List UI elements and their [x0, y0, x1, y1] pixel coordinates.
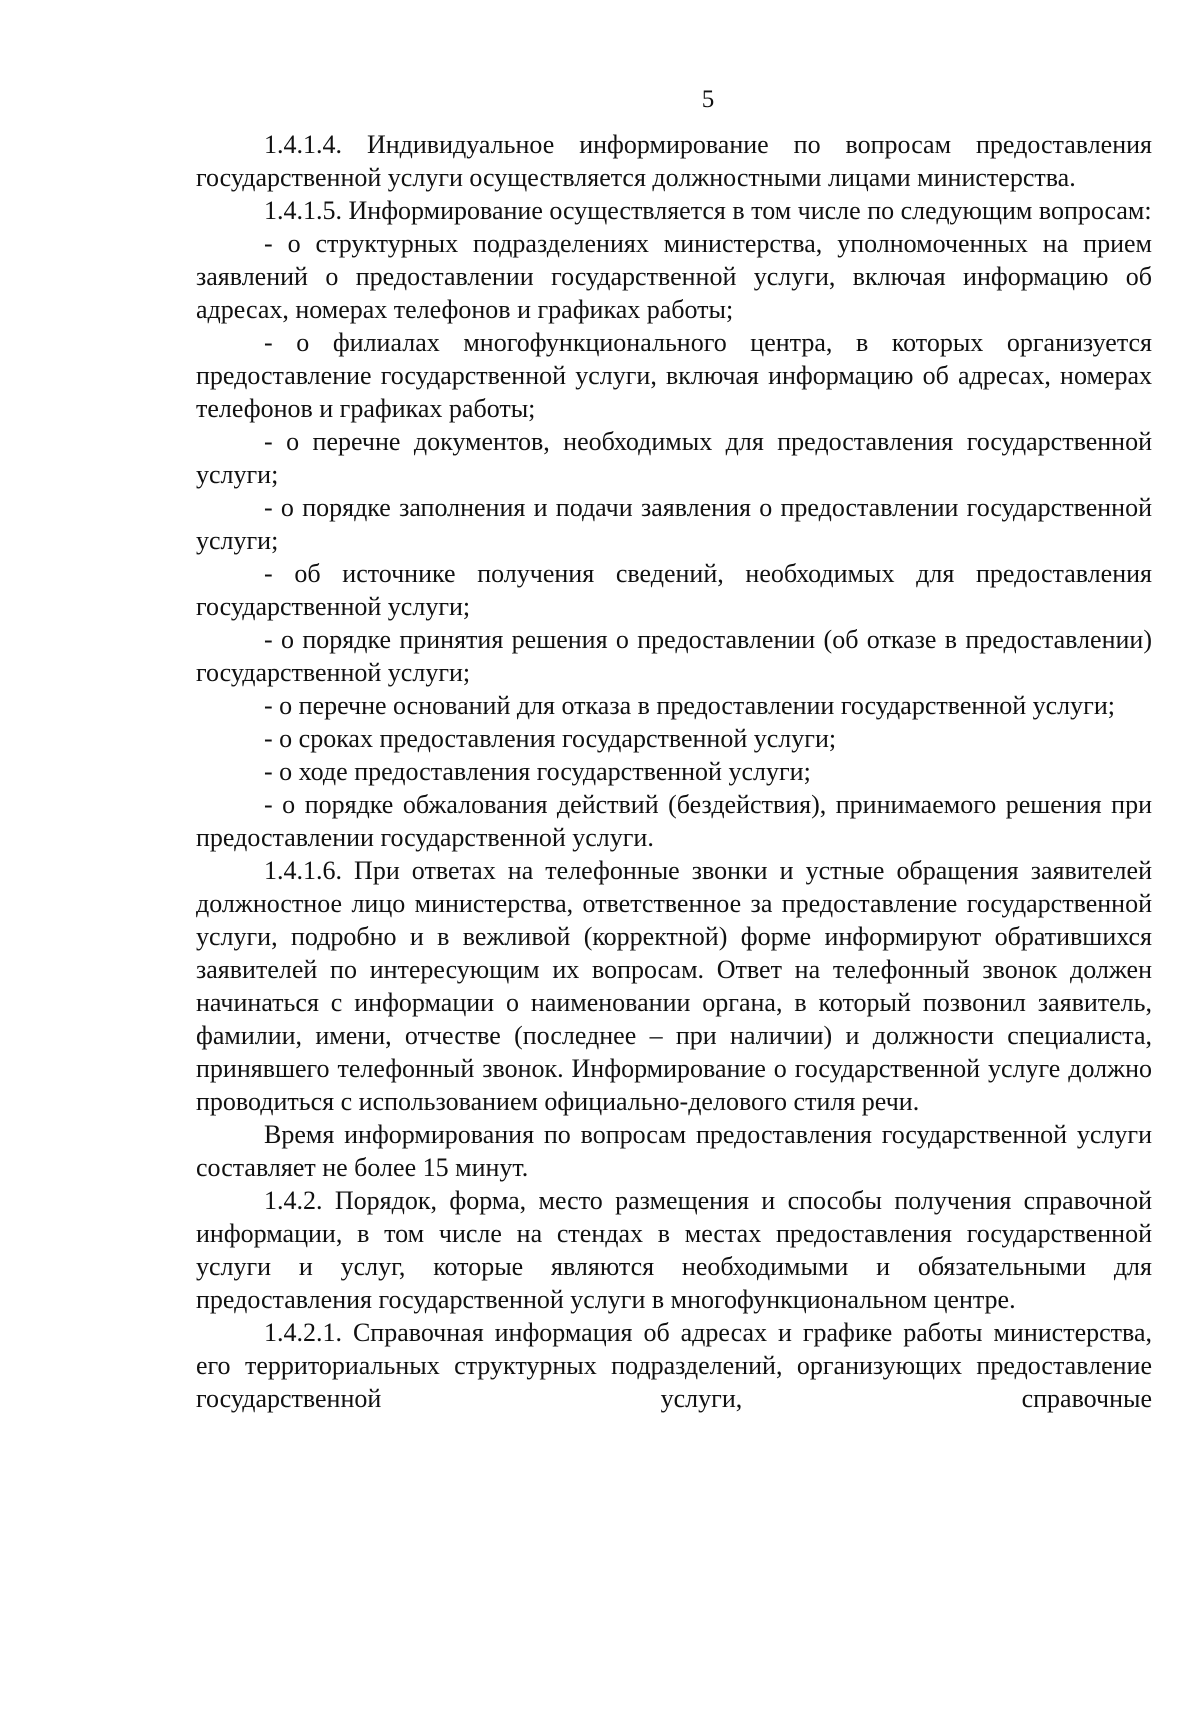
list-item-application-procedure: - о порядке заполнения и подачи заявления о предоставлении государственной услуги; — [196, 493, 1152, 555]
list-item-service-terms: - о сроках предоставления государственной услуги; — [264, 724, 837, 753]
list-item-refusal-grounds: - о перечне оснований для отказа в предоставлении государственной услуги; — [264, 691, 1115, 720]
paragraph-information-time: Время информирования по вопросам предоставления государственной услуги составляет не более 15 минут. — [196, 1120, 1152, 1182]
document-body — [196, 128, 1152, 1415]
list-item-structural-units: - о структурных подразделениях министерства, уполномоченных на прием заявлений о предоставлении государственной услуги, включая информацию об адресах, номерах телефонов и графиках работы; — [196, 229, 1152, 324]
list-item-appeal-procedure: - о порядке обжалования действий (бездействия), принимаемого решения при предоставлении государственной услуги. — [196, 790, 1152, 852]
list-item-mfc-branches: - о филиалах многофункционального центра, в которых организуется предоставление государственной услуги, включая информацию об адресах, номерах телефонов и графиках работы; — [196, 328, 1152, 423]
list-item-decision-procedure: - о порядке принятия решения о предоставлении (об отказе в предоставлении) государственной услуги; — [196, 625, 1152, 687]
paragraph-1-4-1-6: 1.4.1.6. При ответах на телефонные звонки и устные обращения заявителей должностное лицо министерства, ответственное за предоставление государственной услуги, подробно и в вежливой (корректной) форме информируют обратившихся заявителей по интересующим их вопросам. Ответ на телефонный звонок должен начинаться с информации о наименовании органа, в который позвонил заявитель, фамилии, имени, отчестве (последнее – при наличии) и должности специалиста, принявшего телефонный звонок. Информирование о государственной услуге должно проводиться с использованием официально-делового стиля речи. — [196, 856, 1152, 1116]
list-item-documents-list: - о перечне документов, необходимых для предоставления государственной услуги; — [196, 427, 1152, 489]
paragraph-1-4-2: 1.4.2. Порядок, форма, место размещения и способы получения справочной информации, в том числе на стендах в местах предоставления государственной услуги и услуг, которые являются необходимыми и обязательными для предоставления государственной услуги в многофункциональном центре. — [196, 1186, 1152, 1314]
paragraph-1-4-2-1: 1.4.2.1. Справочная информация об адресах и графике работы министерства, его территориальных структурных подразделений, организующих предоставление государственной услуги, справочные — [196, 1318, 1152, 1413]
page-number: 5 — [701, 86, 715, 113]
paragraph-1-4-1-4: 1.4.1.4. Индивидуальное информирование по вопросам предоставления государственной услуги осуществляется должностными лицами министерства. — [196, 130, 1152, 192]
list-item-service-progress: - о ходе предоставления государственной услуги; — [264, 757, 811, 786]
paragraph-1-4-1-5: 1.4.1.5. Информирование осуществляется в том числе по следующим вопросам: — [264, 196, 1152, 225]
list-item-information-source: - об источнике получения сведений, необходимых для предоставления государственной услуги; — [196, 559, 1152, 621]
